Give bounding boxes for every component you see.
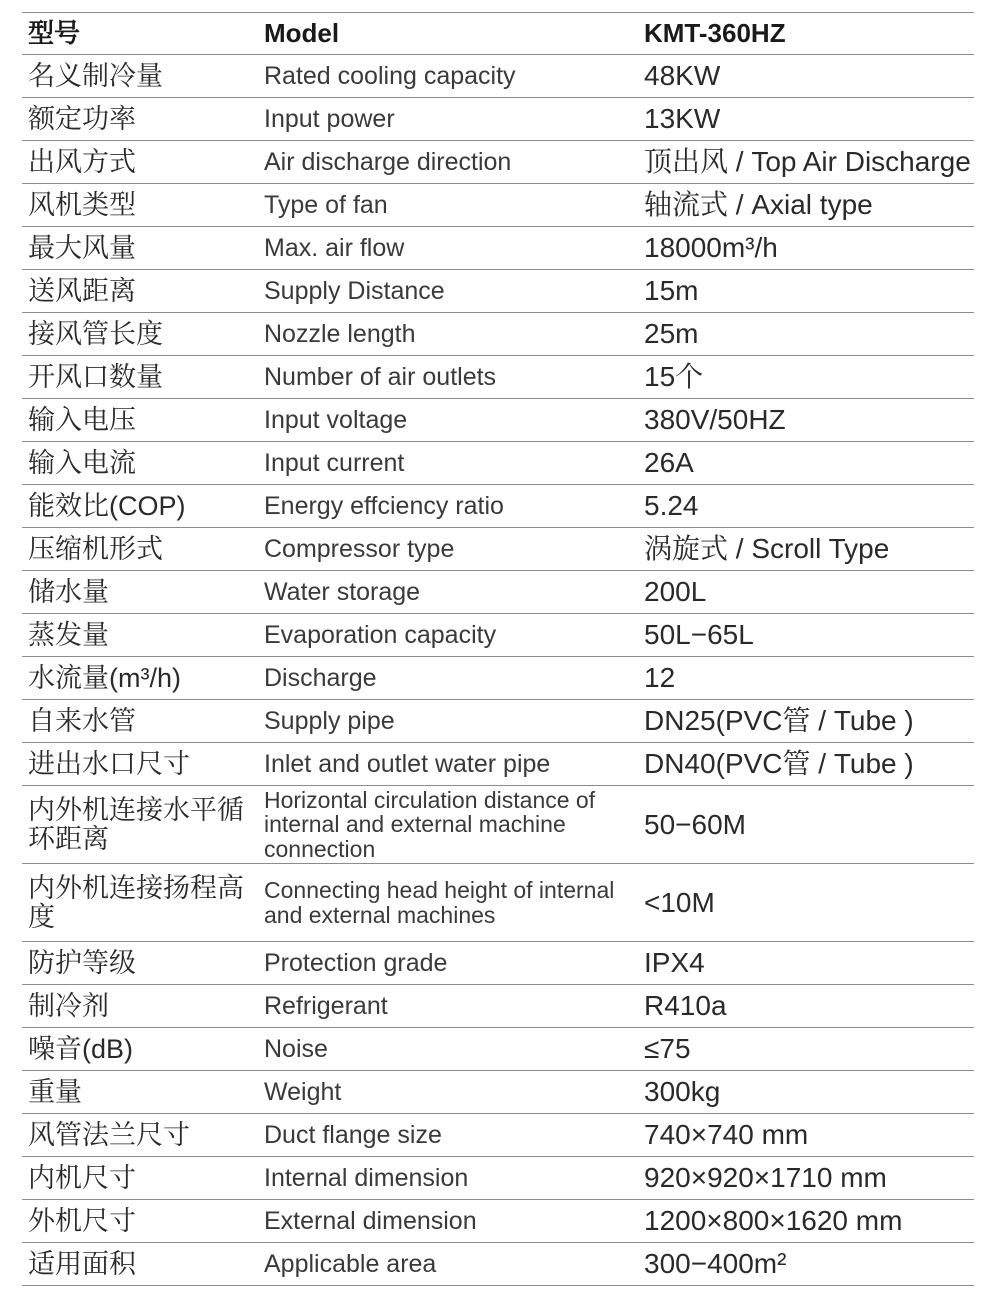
table-row xyxy=(22,700,974,743)
row-label-en: Refrigerant xyxy=(258,985,638,1028)
row-label-zh: 开风口数量 xyxy=(22,356,258,399)
row-label-en: Air discharge direction xyxy=(258,141,638,184)
row-value: 轴流式 / Axial type xyxy=(638,184,974,227)
header-value: KMT-360HZ xyxy=(638,13,974,55)
row-label-en: Noise xyxy=(258,1028,638,1071)
row-label-zh: 送风距离 xyxy=(22,270,258,313)
row-label-zh: 防护等级 xyxy=(22,942,258,985)
table-row xyxy=(22,571,974,614)
row-label-en: External dimension xyxy=(258,1200,638,1243)
row-value: 48KW xyxy=(638,55,974,98)
row-value: 380V/50HZ xyxy=(638,399,974,442)
table-row xyxy=(22,1028,974,1071)
row-label-zh: 名义制冷量 xyxy=(22,55,258,98)
row-label-en: Weight xyxy=(258,1071,638,1114)
row-label-zh: 内机尺寸 xyxy=(22,1157,258,1200)
row-value: DN25(PVC管 / Tube ) xyxy=(638,700,974,743)
row-label-en: Input voltage xyxy=(258,399,638,442)
table-row xyxy=(22,356,974,399)
row-label-en: Water storage xyxy=(258,571,638,614)
row-label-en: Type of fan xyxy=(258,184,638,227)
header-zh: 型号 xyxy=(22,13,258,55)
row-value: 18000m³/h xyxy=(638,227,974,270)
row-label-zh: 能效比(COP) xyxy=(22,485,258,528)
row-label-zh: 出风方式 xyxy=(22,141,258,184)
row-label-zh: 水流量(m³/h) xyxy=(22,657,258,700)
table-row xyxy=(22,98,974,141)
row-label-en: Input current xyxy=(258,442,638,485)
header-en: Model xyxy=(258,13,638,55)
row-label-en: Horizontal circulation distance of internal and external machine connection xyxy=(258,786,638,864)
row-value: 15m xyxy=(638,270,974,313)
row-label-zh: 最大风量 xyxy=(22,227,258,270)
table-row xyxy=(22,1114,974,1157)
table-row xyxy=(22,1243,974,1286)
row-value: <10M xyxy=(638,864,974,942)
row-label-zh: 外机尺寸 xyxy=(22,1200,258,1243)
row-value: 920×920×1710 mm xyxy=(638,1157,974,1200)
row-label-en: Max. air flow xyxy=(258,227,638,270)
spec-table-body xyxy=(22,13,974,1286)
table-row xyxy=(22,141,974,184)
row-label-zh: 输入电压 xyxy=(22,399,258,442)
table-row xyxy=(22,864,974,942)
row-label-zh: 压缩机形式 xyxy=(22,528,258,571)
row-label-zh: 制冷剂 xyxy=(22,985,258,1028)
row-value: 25m xyxy=(638,313,974,356)
row-value: 200L xyxy=(638,571,974,614)
row-value: 740×740 mm xyxy=(638,1114,974,1157)
table-row xyxy=(22,743,974,786)
table-row xyxy=(22,657,974,700)
row-label-zh: 风机类型 xyxy=(22,184,258,227)
table-row xyxy=(22,399,974,442)
row-value: 300−400m² xyxy=(638,1243,974,1286)
row-label-zh: 接风管长度 xyxy=(22,313,258,356)
row-label-en: Supply Distance xyxy=(258,270,638,313)
row-value: IPX4 xyxy=(638,942,974,985)
table-row xyxy=(22,985,974,1028)
row-label-zh: 噪音(dB) xyxy=(22,1028,258,1071)
row-label-en: Compressor type xyxy=(258,528,638,571)
row-label-en: Evaporation capacity xyxy=(258,614,638,657)
row-label-zh: 额定功率 xyxy=(22,98,258,141)
row-value: 5.24 xyxy=(638,485,974,528)
table-row xyxy=(22,442,974,485)
row-label-zh: 内外机连接水平循环距离 xyxy=(22,786,258,864)
row-label-en: Supply pipe xyxy=(258,700,638,743)
row-label-zh: 输入电流 xyxy=(22,442,258,485)
row-value: 50−60M xyxy=(638,786,974,864)
row-value: 顶出风 / Top Air Discharge xyxy=(638,141,974,184)
table-header-row xyxy=(22,13,974,55)
table-row xyxy=(22,942,974,985)
table-row xyxy=(22,55,974,98)
row-label-zh: 重量 xyxy=(22,1071,258,1114)
row-value: 12 xyxy=(638,657,974,700)
table-row xyxy=(22,1157,974,1200)
table-row xyxy=(22,1200,974,1243)
row-label-en: Input power xyxy=(258,98,638,141)
row-label-en: Internal dimension xyxy=(258,1157,638,1200)
row-label-en: Discharge xyxy=(258,657,638,700)
row-value: 1200×800×1620 mm xyxy=(638,1200,974,1243)
row-label-zh: 自来水管 xyxy=(22,700,258,743)
table-row xyxy=(22,528,974,571)
row-value: 50L−65L xyxy=(638,614,974,657)
table-row xyxy=(22,313,974,356)
table-row xyxy=(22,1071,974,1114)
table-row xyxy=(22,614,974,657)
row-value: 15个 xyxy=(638,356,974,399)
table-row xyxy=(22,227,974,270)
row-value: 26A xyxy=(638,442,974,485)
row-value: ≤75 xyxy=(638,1028,974,1071)
row-label-en: Duct flange size xyxy=(258,1114,638,1157)
table-row xyxy=(22,270,974,313)
row-label-en: Inlet and outlet water pipe xyxy=(258,743,638,786)
row-label-en: Energy effciency ratio xyxy=(258,485,638,528)
row-label-zh: 适用面积 xyxy=(22,1243,258,1286)
row-label-zh: 蒸发量 xyxy=(22,614,258,657)
row-value: R410a xyxy=(638,985,974,1028)
table-row xyxy=(22,485,974,528)
row-value: 13KW xyxy=(638,98,974,141)
row-label-zh: 风管法兰尺寸 xyxy=(22,1114,258,1157)
row-label-zh: 内外机连接扬程高度 xyxy=(22,864,258,942)
row-value: 300kg xyxy=(638,1071,974,1114)
row-label-zh: 储水量 xyxy=(22,571,258,614)
row-label-en: Protection grade xyxy=(258,942,638,985)
row-label-en: Rated cooling capacity xyxy=(258,55,638,98)
row-value: DN40(PVC管 / Tube ) xyxy=(638,743,974,786)
row-label-en: Applicable area xyxy=(258,1243,638,1286)
row-label-zh: 进出水口尺寸 xyxy=(22,743,258,786)
row-label-en: Number of air outlets xyxy=(258,356,638,399)
table-row xyxy=(22,184,974,227)
row-label-en: Nozzle length xyxy=(258,313,638,356)
row-value: 涡旋式 / Scroll Type xyxy=(638,528,974,571)
spec-table xyxy=(22,12,974,1286)
table-row xyxy=(22,786,974,864)
row-label-en: Connecting head height of internal and external machines xyxy=(258,864,638,942)
